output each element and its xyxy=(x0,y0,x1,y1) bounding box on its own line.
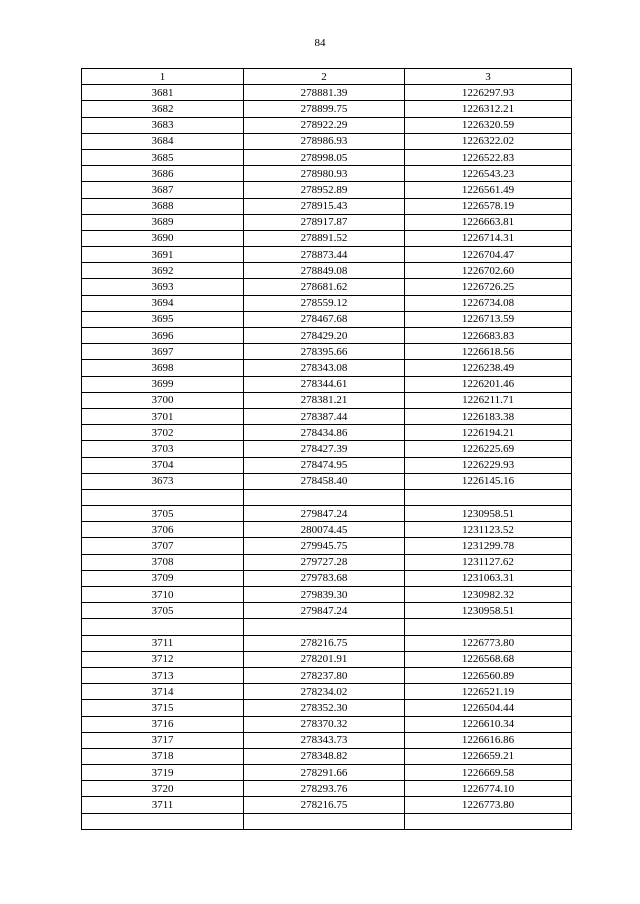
table-row xyxy=(82,263,572,279)
cell-point-number: 3691 xyxy=(82,247,244,263)
table-row xyxy=(82,214,572,230)
table-row xyxy=(82,538,572,554)
header-cell-y-coordinate: 3 xyxy=(405,69,572,85)
cell-x-coordinate: 278559.12 xyxy=(244,295,405,311)
cell-y-coordinate: 1226713.59 xyxy=(405,311,572,327)
cell-point-number: 3686 xyxy=(82,166,244,182)
cell-x-coordinate: 278216.75 xyxy=(244,797,405,813)
cell-y-coordinate: 1226714.31 xyxy=(405,230,572,246)
cell-x-coordinate xyxy=(244,489,405,505)
cell-x-coordinate: 278381.21 xyxy=(244,392,405,408)
cell-y-coordinate: 1226322.02 xyxy=(405,133,572,149)
cell-point-number: 3701 xyxy=(82,408,244,424)
cell-point-number: 3705 xyxy=(82,506,244,522)
cell-x-coordinate: 278429.20 xyxy=(244,328,405,344)
cell-point-number: 3704 xyxy=(82,457,244,473)
cell-point-number: 3699 xyxy=(82,376,244,392)
cell-x-coordinate: 278474.95 xyxy=(244,457,405,473)
table-row-separator xyxy=(82,813,572,829)
table-row xyxy=(82,392,572,408)
cell-x-coordinate: 279945.75 xyxy=(244,538,405,554)
cell-x-coordinate: 278216.75 xyxy=(244,635,405,651)
cell-point-number: 3718 xyxy=(82,748,244,764)
table-row xyxy=(82,149,572,165)
cell-y-coordinate xyxy=(405,619,572,635)
cell-x-coordinate: 278899.75 xyxy=(244,101,405,117)
table-row xyxy=(82,716,572,732)
cell-x-coordinate: 279847.24 xyxy=(244,603,405,619)
cell-point-number: 3711 xyxy=(82,797,244,813)
cell-y-coordinate: 1226183.38 xyxy=(405,408,572,424)
cell-point-number: 3688 xyxy=(82,198,244,214)
cell-x-coordinate: 278952.89 xyxy=(244,182,405,198)
cell-x-coordinate: 278237.80 xyxy=(244,667,405,683)
cell-y-coordinate: 1226561.49 xyxy=(405,182,572,198)
cell-point-number xyxy=(82,489,244,505)
cell-x-coordinate: 278291.66 xyxy=(244,765,405,781)
cell-point-number: 3708 xyxy=(82,554,244,570)
table-row xyxy=(82,230,572,246)
cell-point-number: 3684 xyxy=(82,133,244,149)
table-row xyxy=(82,473,572,489)
cell-y-coordinate: 1226194.21 xyxy=(405,425,572,441)
cell-y-coordinate: 1226774.10 xyxy=(405,781,572,797)
table-row xyxy=(82,182,572,198)
cell-y-coordinate: 1226704.47 xyxy=(405,247,572,263)
cell-y-coordinate: 1226297.93 xyxy=(405,85,572,101)
cell-y-coordinate: 1226726.25 xyxy=(405,279,572,295)
cell-y-coordinate: 1230982.32 xyxy=(405,587,572,603)
cell-x-coordinate: 278370.32 xyxy=(244,716,405,732)
table-row-separator xyxy=(82,489,572,505)
cell-x-coordinate: 279783.68 xyxy=(244,570,405,586)
cell-y-coordinate xyxy=(405,813,572,829)
table-row xyxy=(82,328,572,344)
cell-point-number: 3710 xyxy=(82,587,244,603)
cell-point-number: 3715 xyxy=(82,700,244,716)
table-row xyxy=(82,635,572,651)
cell-point-number: 3683 xyxy=(82,117,244,133)
cell-x-coordinate: 278681.62 xyxy=(244,279,405,295)
cell-x-coordinate: 278293.76 xyxy=(244,781,405,797)
cell-y-coordinate: 1226320.59 xyxy=(405,117,572,133)
table-row xyxy=(82,587,572,603)
cell-point-number: 3716 xyxy=(82,716,244,732)
cell-point-number: 3693 xyxy=(82,279,244,295)
cell-x-coordinate: 278849.08 xyxy=(244,263,405,279)
cell-point-number: 3695 xyxy=(82,311,244,327)
cell-x-coordinate: 278343.08 xyxy=(244,360,405,376)
cell-point-number: 3705 xyxy=(82,603,244,619)
cell-x-coordinate: 278343.73 xyxy=(244,732,405,748)
table-row xyxy=(82,85,572,101)
cell-point-number: 3714 xyxy=(82,684,244,700)
cell-y-coordinate: 1231123.52 xyxy=(405,522,572,538)
cell-x-coordinate: 279727.28 xyxy=(244,554,405,570)
cell-point-number xyxy=(82,813,244,829)
table-row xyxy=(82,295,572,311)
cell-point-number: 3700 xyxy=(82,392,244,408)
table-row xyxy=(82,425,572,441)
cell-x-coordinate: 278387.44 xyxy=(244,408,405,424)
cell-y-coordinate: 1226568.68 xyxy=(405,651,572,667)
cell-y-coordinate xyxy=(405,489,572,505)
cell-y-coordinate: 1226560.89 xyxy=(405,667,572,683)
cell-x-coordinate: 278980.93 xyxy=(244,166,405,182)
cell-y-coordinate: 1231127.62 xyxy=(405,554,572,570)
cell-y-coordinate: 1226238.49 xyxy=(405,360,572,376)
table-row xyxy=(82,279,572,295)
cell-x-coordinate: 278201.91 xyxy=(244,651,405,667)
cell-x-coordinate: 278891.52 xyxy=(244,230,405,246)
cell-y-coordinate: 1226578.19 xyxy=(405,198,572,214)
table-row xyxy=(82,344,572,360)
cell-x-coordinate: 278344.61 xyxy=(244,376,405,392)
cell-x-coordinate: 278998.05 xyxy=(244,149,405,165)
cell-point-number xyxy=(82,619,244,635)
cell-x-coordinate: 279839.30 xyxy=(244,587,405,603)
table-row xyxy=(82,781,572,797)
cell-y-coordinate: 1226225.69 xyxy=(405,441,572,457)
cell-y-coordinate: 1226618.56 xyxy=(405,344,572,360)
cell-y-coordinate: 1226683.83 xyxy=(405,328,572,344)
cell-point-number: 3681 xyxy=(82,85,244,101)
cell-point-number: 3703 xyxy=(82,441,244,457)
cell-x-coordinate: 278348.82 xyxy=(244,748,405,764)
table-row xyxy=(82,522,572,538)
cell-x-coordinate: 280074.45 xyxy=(244,522,405,538)
cell-point-number: 3690 xyxy=(82,230,244,246)
table-body xyxy=(82,85,572,830)
cell-x-coordinate: 278427.39 xyxy=(244,441,405,457)
cell-y-coordinate: 1226201.46 xyxy=(405,376,572,392)
table-row xyxy=(82,554,572,570)
table-row xyxy=(82,133,572,149)
cell-y-coordinate: 1226521.19 xyxy=(405,684,572,700)
cell-x-coordinate: 278915.43 xyxy=(244,198,405,214)
table-row xyxy=(82,603,572,619)
table-row xyxy=(82,198,572,214)
table-row xyxy=(82,101,572,117)
cell-y-coordinate: 1226543.23 xyxy=(405,166,572,182)
cell-point-number: 3713 xyxy=(82,667,244,683)
cell-y-coordinate: 1230958.51 xyxy=(405,506,572,522)
cell-y-coordinate: 1226734.08 xyxy=(405,295,572,311)
cell-y-coordinate: 1226663.81 xyxy=(405,214,572,230)
cell-x-coordinate: 278395.66 xyxy=(244,344,405,360)
cell-point-number: 3692 xyxy=(82,263,244,279)
cell-y-coordinate: 1231299.78 xyxy=(405,538,572,554)
cell-point-number: 3717 xyxy=(82,732,244,748)
cell-y-coordinate: 1226504.44 xyxy=(405,700,572,716)
table-row xyxy=(82,441,572,457)
cell-x-coordinate: 278881.39 xyxy=(244,85,405,101)
table-row xyxy=(82,117,572,133)
table-row xyxy=(82,166,572,182)
table-row-separator xyxy=(82,619,572,635)
table-row xyxy=(82,797,572,813)
cell-point-number: 3712 xyxy=(82,651,244,667)
cell-y-coordinate: 1226312.21 xyxy=(405,101,572,117)
cell-y-coordinate: 1226610.34 xyxy=(405,716,572,732)
cell-point-number: 3709 xyxy=(82,570,244,586)
cell-point-number: 3707 xyxy=(82,538,244,554)
table-row xyxy=(82,700,572,716)
cell-point-number: 3689 xyxy=(82,214,244,230)
table-row xyxy=(82,506,572,522)
cell-point-number: 3698 xyxy=(82,360,244,376)
cell-x-coordinate: 278458.40 xyxy=(244,473,405,489)
table-header xyxy=(82,69,572,85)
cell-x-coordinate: 278922.29 xyxy=(244,117,405,133)
table-row xyxy=(82,748,572,764)
cell-x-coordinate: 278467.68 xyxy=(244,311,405,327)
cell-point-number: 3682 xyxy=(82,101,244,117)
table-row xyxy=(82,765,572,781)
header-row xyxy=(82,69,572,85)
coordinates-table xyxy=(81,68,572,830)
cell-point-number: 3696 xyxy=(82,328,244,344)
cell-y-coordinate: 1226616.86 xyxy=(405,732,572,748)
cell-y-coordinate: 1226211.71 xyxy=(405,392,572,408)
cell-y-coordinate: 1226522.83 xyxy=(405,149,572,165)
table-row xyxy=(82,360,572,376)
header-cell-x-coordinate: 2 xyxy=(244,69,405,85)
cell-y-coordinate: 1230958.51 xyxy=(405,603,572,619)
cell-y-coordinate: 1226773.80 xyxy=(405,635,572,651)
table-row xyxy=(82,247,572,263)
cell-x-coordinate: 278434.86 xyxy=(244,425,405,441)
table-row xyxy=(82,376,572,392)
cell-y-coordinate: 1226229.93 xyxy=(405,457,572,473)
table-row xyxy=(82,667,572,683)
cell-y-coordinate: 1226145.16 xyxy=(405,473,572,489)
header-cell-point-number: 1 xyxy=(82,69,244,85)
cell-x-coordinate: 278986.93 xyxy=(244,133,405,149)
cell-point-number: 3687 xyxy=(82,182,244,198)
cell-x-coordinate: 278917.87 xyxy=(244,214,405,230)
cell-point-number: 3706 xyxy=(82,522,244,538)
cell-x-coordinate: 279847.24 xyxy=(244,506,405,522)
page-number: 84 xyxy=(314,37,326,49)
table-row xyxy=(82,651,572,667)
cell-point-number: 3711 xyxy=(82,635,244,651)
cell-point-number: 3673 xyxy=(82,473,244,489)
cell-point-number: 3720 xyxy=(82,781,244,797)
cell-x-coordinate: 278873.44 xyxy=(244,247,405,263)
cell-y-coordinate: 1226702.60 xyxy=(405,263,572,279)
table-row xyxy=(82,408,572,424)
cell-y-coordinate: 1226669.58 xyxy=(405,765,572,781)
cell-x-coordinate xyxy=(244,619,405,635)
cell-y-coordinate: 1226659.21 xyxy=(405,748,572,764)
cell-y-coordinate: 1226773.80 xyxy=(405,797,572,813)
table-row xyxy=(82,570,572,586)
table-row xyxy=(82,311,572,327)
table-row xyxy=(82,457,572,473)
cell-x-coordinate: 278352.30 xyxy=(244,700,405,716)
cell-point-number: 3685 xyxy=(82,149,244,165)
cell-point-number: 3702 xyxy=(82,425,244,441)
cell-point-number: 3719 xyxy=(82,765,244,781)
cell-x-coordinate: 278234.02 xyxy=(244,684,405,700)
cell-y-coordinate: 1231063.31 xyxy=(405,570,572,586)
table-row xyxy=(82,732,572,748)
cell-point-number: 3694 xyxy=(82,295,244,311)
cell-point-number: 3697 xyxy=(82,344,244,360)
table-row xyxy=(82,684,572,700)
cell-x-coordinate xyxy=(244,813,405,829)
